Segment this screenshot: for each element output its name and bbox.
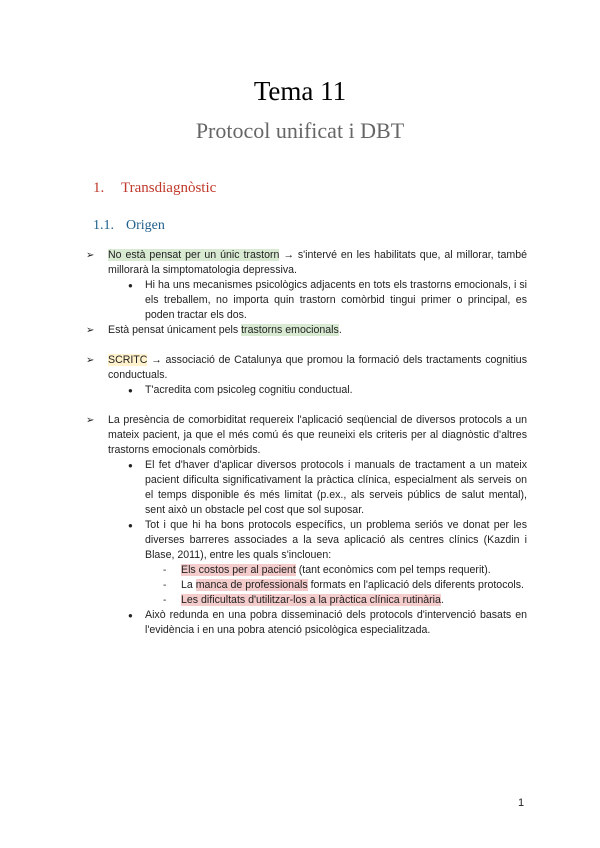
list-item-text: Està pensat únicament pels <box>108 324 242 336</box>
list-item-text: . <box>338 324 342 336</box>
arrow-bullet-icon: ➢ <box>86 415 95 426</box>
list-item <box>86 353 527 383</box>
highlighted-text: manca de professionals <box>195 579 308 591</box>
highlighted-text: Els costos per al pacient <box>181 564 296 576</box>
list-item-text: → s'intervé en les habilitats que, al millorar, també millorarà la simptomatologia depressiva. <box>108 249 527 276</box>
dot-bullet-icon: ● <box>128 521 133 530</box>
arrow-bullet-icon: ➢ <box>86 325 95 336</box>
list-item <box>128 608 527 638</box>
list-item <box>86 413 527 458</box>
subsection-heading <box>93 218 165 234</box>
list-item-text: Això redunda en una pobra disseminació dels protocols d'intervenció basats en l'evidència i en una pobra atenció psicològica especialitzada. <box>145 609 527 636</box>
list-item-text: Tot i que hi ha bons protocols específics, un problema seriós ve donat per les diverses barreres associades a la seva aplicació als centres clínics (Kazdin i Blase, 2011), entre les quals s'inclouen: <box>145 519 527 561</box>
spacer <box>0 338 600 353</box>
highlighted-text: trastorns emocionals <box>241 324 339 336</box>
arrow-bullet-icon: ➢ <box>86 355 95 366</box>
highlighted-text: Les dificultats d'utilitzar-los a la pràctica clínica rutinària <box>181 594 441 606</box>
section-title: Transdiagnòstic <box>121 180 217 196</box>
dot-bullet-icon: ● <box>128 461 133 470</box>
list-item <box>128 278 527 323</box>
list-item-text: → associació de Catalunya que promou la formació dels tractaments cognitius conductuals. <box>108 354 527 381</box>
list-item <box>163 593 527 608</box>
subsection-number: 1.1. <box>93 218 114 233</box>
dash-bullet-icon: - <box>163 595 167 606</box>
list-item-text: (tant econòmics com pel temps requerit). <box>295 564 491 576</box>
section-heading <box>93 180 216 197</box>
page-number: 1 <box>518 797 525 809</box>
list-item <box>128 458 527 518</box>
document-body <box>0 248 600 638</box>
list-item <box>163 563 527 578</box>
list-item-text: formats en l'aplicació dels diferents protocols. <box>307 579 524 591</box>
arrow-bullet-icon: ➢ <box>86 250 95 261</box>
section-number: 1. <box>93 180 105 196</box>
list-item-text: T'acredita com psicoleg cognitiu conductual. <box>145 384 353 396</box>
list-item-text: La <box>181 579 196 591</box>
list-item <box>128 383 527 398</box>
dot-bullet-icon: ● <box>128 386 133 395</box>
list-item <box>163 578 527 593</box>
highlighted-text: SCRITC <box>108 354 148 366</box>
subsection-title: Origen <box>126 218 165 233</box>
list-item-text: El fet d'haver d'aplicar diversos protocols i manuals de tractament a un mateix pacient dificulta significativament la pràctica clínica, especialment als serveis on el temps disponible és més limitat (p.ex., als serveis públics de salut mental), sent això un obstacle pel cost que sol suposar. <box>145 459 527 516</box>
list-item <box>128 518 527 563</box>
list-item-text: . <box>440 594 444 606</box>
page-title: Tema 11 <box>253 76 347 106</box>
dash-bullet-icon: - <box>163 580 167 591</box>
dash-bullet-icon: - <box>163 565 167 576</box>
list-item <box>86 323 527 338</box>
list-item-text: La presència de comorbiditat requereix l'aplicació seqüencial de diversos protocols a un mateix pacient, ja que el més comú és que reuneixi els criteris per al diagnòstic d'altres trastorns emocionals comòrbids. <box>108 414 527 456</box>
spacer <box>0 398 600 413</box>
highlighted-text: No està pensat per un únic trastorn <box>108 249 280 261</box>
list-item-text: Hi ha uns mecanismes psicològics adjacents en tots els trastorns emocionals, i si els treballem, no importa quin trastorn comòrbid tingui primer o principal, es poden tractar els dos. <box>145 279 527 321</box>
dot-bullet-icon: ● <box>128 281 133 290</box>
dot-bullet-icon: ● <box>128 611 133 620</box>
list-item <box>86 248 527 278</box>
page-subtitle: Protocol unificat i DBT <box>195 118 405 143</box>
